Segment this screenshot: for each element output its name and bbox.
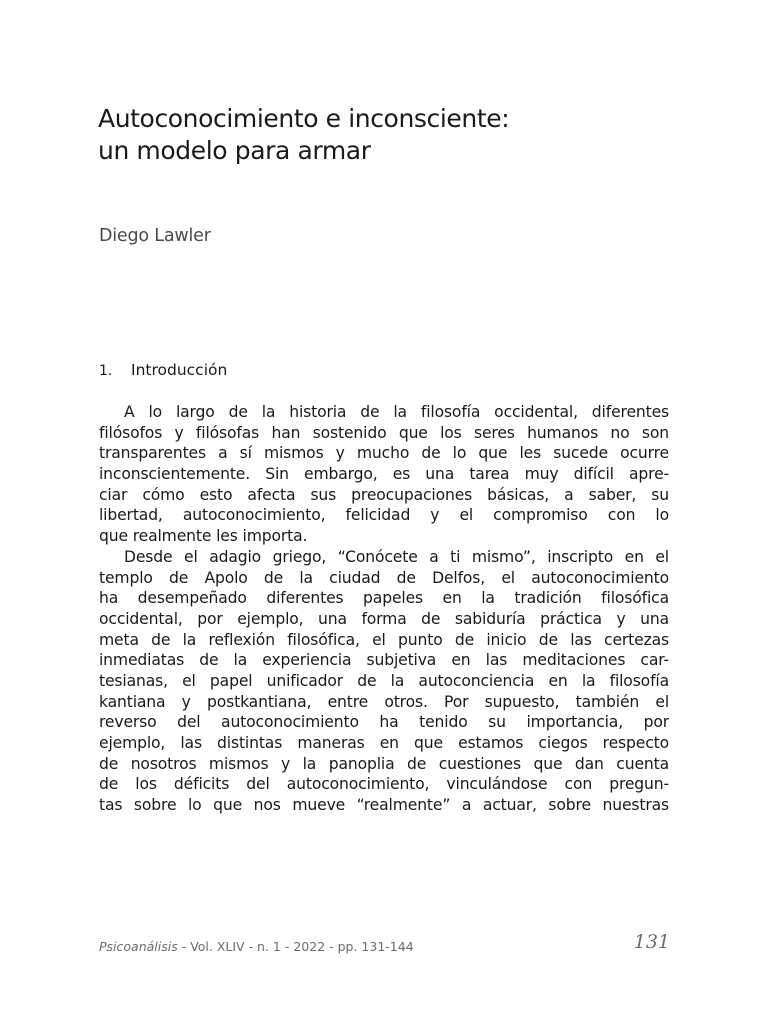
text-line: de los déficits del autoconocimiento, vinculándose con pregun- [99, 775, 669, 794]
paragraph-2 [99, 547, 669, 816]
text-line: meta de la reflexión filosófica, el punto de inicio de las certezas [99, 630, 669, 649]
text-line: occidental, por ejemplo, una forma de sabiduría práctica y una [99, 609, 669, 628]
citation-details: - Vol. XLIV - n. 1 - 2022 - pp. 131-144 [177, 939, 414, 954]
running-footer [99, 938, 414, 956]
text-line: transparentes a sí mismos y mucho de lo que les sucede ocurre [99, 444, 669, 463]
body-text [99, 402, 669, 816]
page-number: 131 [633, 931, 670, 953]
text-line: tas sobre lo que nos mueve “realmente” a actuar, sobre nuestras [99, 796, 669, 815]
text-line: que realmente les importa. [99, 527, 308, 546]
title-line-1: Autoconocimiento e inconsciente: [98, 104, 510, 133]
journal-name: Psicoanálisis [99, 939, 178, 954]
section-title: Introducción [131, 361, 228, 379]
text-line: A lo largo de la historia de la filosofía occidental, diferentes [124, 403, 669, 421]
section-number: 1. [99, 363, 113, 379]
page-title [98, 103, 698, 167]
text-line: ciar cómo esto afecta sus preocupaciones básicas, a saber, su [99, 485, 669, 504]
section-heading [99, 359, 227, 382]
text-line: tesianas, el papel unificador de la autoconciencia en la filosofía [99, 671, 669, 690]
text-line: ha desempeñado diferentes papeles en la tradición filosófica [99, 589, 669, 608]
text-line: kantiana y postkantiana, entre otros. Por supuesto, también el [99, 692, 669, 711]
text-line: libertad, autoconocimiento, felicidad y el compromiso con lo [99, 506, 669, 525]
text-line: de nosotros mismos y la panoplia de cuestiones que dan cuenta [99, 754, 669, 773]
title-line-2: un modelo para armar [98, 136, 371, 165]
author-name: Diego Lawler [99, 226, 211, 246]
text-line: inmediatas de la experiencia subjetiva en las meditaciones car- [99, 651, 669, 670]
text-line: reverso del autoconocimiento ha tenido su importancia, por [99, 713, 669, 732]
text-line: Desde el adagio griego, “Conócete a ti mismo”, inscripto en el [124, 547, 669, 566]
text-line: templo de Apolo de la ciudad de Delfos, el autoconocimiento [99, 568, 669, 587]
text-line: ejemplo, las distintas maneras en que estamos ciegos respecto [99, 734, 669, 752]
paragraph-1 [99, 402, 669, 547]
text-line: inconscientemente. Sin embargo, es una tarea muy difícil apre- [99, 465, 669, 484]
text-line: filósofos y filósofas han sostenido que los seres humanos no son [99, 423, 669, 442]
